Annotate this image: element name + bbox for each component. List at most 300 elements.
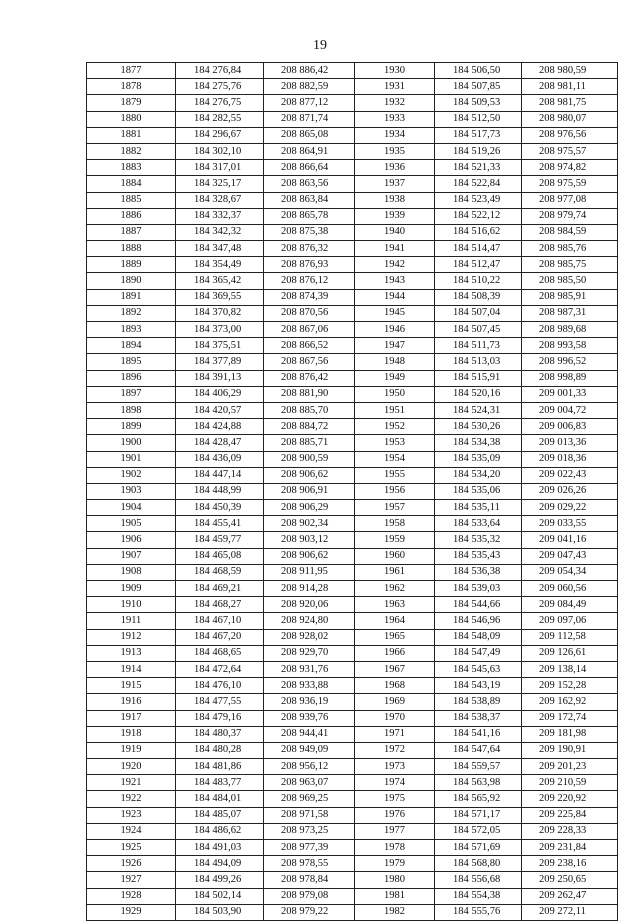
point-number-cell: 1929 bbox=[87, 904, 176, 920]
x-coordinate-cell: 184 535,32 bbox=[435, 532, 522, 548]
y-coordinate-cell: 209 041,16 bbox=[522, 532, 618, 548]
point-number-cell: 1893 bbox=[87, 322, 176, 338]
y-coordinate-cell: 208 885,70 bbox=[264, 402, 355, 418]
table-row bbox=[87, 402, 618, 418]
y-coordinate-cell: 208 980,07 bbox=[522, 111, 618, 127]
table-row bbox=[87, 289, 618, 305]
table-row bbox=[87, 823, 618, 839]
y-coordinate-cell: 208 977,39 bbox=[264, 840, 355, 856]
x-coordinate-cell: 184 516,62 bbox=[435, 224, 522, 240]
y-coordinate-cell: 209 152,28 bbox=[522, 678, 618, 694]
y-coordinate-cell: 208 906,62 bbox=[264, 467, 355, 483]
x-coordinate-cell: 184 485,07 bbox=[176, 807, 264, 823]
point-number-cell: 1903 bbox=[87, 483, 176, 499]
point-number-cell: 1943 bbox=[355, 273, 435, 289]
table-row bbox=[87, 629, 618, 645]
x-coordinate-cell: 184 296,67 bbox=[176, 127, 264, 143]
point-number-cell: 1932 bbox=[355, 95, 435, 111]
point-number-cell: 1914 bbox=[87, 661, 176, 677]
y-coordinate-cell: 208 971,58 bbox=[264, 807, 355, 823]
point-number-cell: 1930 bbox=[355, 63, 435, 79]
point-number-cell: 1974 bbox=[355, 775, 435, 791]
y-coordinate-cell: 209 172,74 bbox=[522, 710, 618, 726]
point-number-cell: 1958 bbox=[355, 516, 435, 532]
x-coordinate-cell: 184 450,39 bbox=[176, 500, 264, 516]
x-coordinate-cell: 184 448,99 bbox=[176, 483, 264, 499]
point-number-cell: 1956 bbox=[355, 483, 435, 499]
point-number-cell: 1939 bbox=[355, 208, 435, 224]
y-coordinate-cell: 208 981,11 bbox=[522, 79, 618, 95]
point-number-cell: 1900 bbox=[87, 435, 176, 451]
x-coordinate-cell: 184 511,73 bbox=[435, 338, 522, 354]
point-number-cell: 1899 bbox=[87, 419, 176, 435]
y-coordinate-cell: 209 006,83 bbox=[522, 419, 618, 435]
y-coordinate-cell: 209 220,92 bbox=[522, 791, 618, 807]
x-coordinate-cell: 184 571,69 bbox=[435, 840, 522, 856]
table-row bbox=[87, 775, 618, 791]
y-coordinate-cell: 208 956,12 bbox=[264, 759, 355, 775]
point-number-cell: 1895 bbox=[87, 354, 176, 370]
x-coordinate-cell: 184 365,42 bbox=[176, 273, 264, 289]
point-number-cell: 1887 bbox=[87, 224, 176, 240]
point-number-cell: 1879 bbox=[87, 95, 176, 111]
point-number-cell: 1967 bbox=[355, 661, 435, 677]
x-coordinate-cell: 184 342,32 bbox=[176, 224, 264, 240]
y-coordinate-cell: 208 903,12 bbox=[264, 532, 355, 548]
table-row bbox=[87, 807, 618, 823]
y-coordinate-cell: 208 949,09 bbox=[264, 742, 355, 758]
x-coordinate-cell: 184 480,28 bbox=[176, 742, 264, 758]
y-coordinate-cell: 208 906,62 bbox=[264, 548, 355, 564]
x-coordinate-cell: 184 538,37 bbox=[435, 710, 522, 726]
y-coordinate-cell: 208 933,88 bbox=[264, 678, 355, 694]
point-number-cell: 1942 bbox=[355, 257, 435, 273]
y-coordinate-cell: 209 201,23 bbox=[522, 759, 618, 775]
table-row bbox=[87, 419, 618, 435]
x-coordinate-cell: 184 507,85 bbox=[435, 79, 522, 95]
x-coordinate-cell: 184 571,17 bbox=[435, 807, 522, 823]
y-coordinate-cell: 209 001,33 bbox=[522, 386, 618, 402]
x-coordinate-cell: 184 568,80 bbox=[435, 856, 522, 872]
table-row bbox=[87, 759, 618, 775]
x-coordinate-cell: 184 512,50 bbox=[435, 111, 522, 127]
point-number-cell: 1973 bbox=[355, 759, 435, 775]
x-coordinate-cell: 184 468,27 bbox=[176, 597, 264, 613]
y-coordinate-cell: 209 210,59 bbox=[522, 775, 618, 791]
x-coordinate-cell: 184 370,82 bbox=[176, 305, 264, 321]
y-coordinate-cell: 208 881,90 bbox=[264, 386, 355, 402]
x-coordinate-cell: 184 534,38 bbox=[435, 435, 522, 451]
x-coordinate-cell: 184 276,75 bbox=[176, 95, 264, 111]
point-number-cell: 1911 bbox=[87, 613, 176, 629]
x-coordinate-cell: 184 369,55 bbox=[176, 289, 264, 305]
point-number-cell: 1961 bbox=[355, 564, 435, 580]
point-number-cell: 1966 bbox=[355, 645, 435, 661]
x-coordinate-cell: 184 467,10 bbox=[176, 613, 264, 629]
y-coordinate-cell: 208 906,29 bbox=[264, 500, 355, 516]
y-coordinate-cell: 208 924,80 bbox=[264, 613, 355, 629]
y-coordinate-cell: 209 126,61 bbox=[522, 645, 618, 661]
point-number-cell: 1948 bbox=[355, 354, 435, 370]
x-coordinate-cell: 184 455,41 bbox=[176, 516, 264, 532]
y-coordinate-cell: 208 876,93 bbox=[264, 257, 355, 273]
x-coordinate-cell: 184 354,49 bbox=[176, 257, 264, 273]
y-coordinate-cell: 209 181,98 bbox=[522, 726, 618, 742]
x-coordinate-cell: 184 479,16 bbox=[176, 710, 264, 726]
y-coordinate-cell: 209 262,47 bbox=[522, 888, 618, 904]
table-row bbox=[87, 322, 618, 338]
y-coordinate-cell: 208 914,28 bbox=[264, 581, 355, 597]
y-coordinate-cell: 209 225,84 bbox=[522, 807, 618, 823]
x-coordinate-cell: 184 563,98 bbox=[435, 775, 522, 791]
y-coordinate-cell: 208 886,42 bbox=[264, 63, 355, 79]
point-number-cell: 1909 bbox=[87, 581, 176, 597]
point-number-cell: 1898 bbox=[87, 402, 176, 418]
point-number-cell: 1977 bbox=[355, 823, 435, 839]
x-coordinate-cell: 184 276,84 bbox=[176, 63, 264, 79]
point-number-cell: 1953 bbox=[355, 435, 435, 451]
table-row bbox=[87, 338, 618, 354]
table-row bbox=[87, 483, 618, 499]
point-number-cell: 1955 bbox=[355, 467, 435, 483]
y-coordinate-cell: 209 029,22 bbox=[522, 500, 618, 516]
x-coordinate-cell: 184 522,84 bbox=[435, 176, 522, 192]
point-number-cell: 1891 bbox=[87, 289, 176, 305]
point-number-cell: 1971 bbox=[355, 726, 435, 742]
x-coordinate-cell: 184 524,31 bbox=[435, 402, 522, 418]
y-coordinate-cell: 208 979,74 bbox=[522, 208, 618, 224]
table-row bbox=[87, 160, 618, 176]
x-coordinate-cell: 184 302,10 bbox=[176, 143, 264, 159]
point-number-cell: 1902 bbox=[87, 467, 176, 483]
x-coordinate-cell: 184 541,16 bbox=[435, 726, 522, 742]
y-coordinate-cell: 208 989,68 bbox=[522, 322, 618, 338]
x-coordinate-cell: 184 484,01 bbox=[176, 791, 264, 807]
point-number-cell: 1937 bbox=[355, 176, 435, 192]
point-number-cell: 1921 bbox=[87, 775, 176, 791]
y-coordinate-cell: 209 112,58 bbox=[522, 629, 618, 645]
point-number-cell: 1918 bbox=[87, 726, 176, 742]
point-number-cell: 1882 bbox=[87, 143, 176, 159]
point-number-cell: 1907 bbox=[87, 548, 176, 564]
x-coordinate-cell: 184 332,37 bbox=[176, 208, 264, 224]
point-number-cell: 1970 bbox=[355, 710, 435, 726]
x-coordinate-cell: 184 468,65 bbox=[176, 645, 264, 661]
point-number-cell: 1885 bbox=[87, 192, 176, 208]
point-number-cell: 1959 bbox=[355, 532, 435, 548]
point-number-cell: 1960 bbox=[355, 548, 435, 564]
point-number-cell: 1931 bbox=[355, 79, 435, 95]
x-coordinate-cell: 184 507,45 bbox=[435, 322, 522, 338]
x-coordinate-cell: 184 373,00 bbox=[176, 322, 264, 338]
point-number-cell: 1940 bbox=[355, 224, 435, 240]
y-coordinate-cell: 208 931,76 bbox=[264, 661, 355, 677]
point-number-cell: 1923 bbox=[87, 807, 176, 823]
point-number-cell: 1941 bbox=[355, 241, 435, 257]
x-coordinate-cell: 184 480,37 bbox=[176, 726, 264, 742]
y-coordinate-cell: 208 975,57 bbox=[522, 143, 618, 159]
table-row bbox=[87, 661, 618, 677]
table-row bbox=[87, 305, 618, 321]
y-coordinate-cell: 208 996,52 bbox=[522, 354, 618, 370]
table-row bbox=[87, 192, 618, 208]
x-coordinate-cell: 184 491,03 bbox=[176, 840, 264, 856]
x-coordinate-cell: 184 539,03 bbox=[435, 581, 522, 597]
y-coordinate-cell: 208 985,75 bbox=[522, 257, 618, 273]
y-coordinate-cell: 208 871,74 bbox=[264, 111, 355, 127]
point-number-cell: 1910 bbox=[87, 597, 176, 613]
y-coordinate-cell: 208 993,58 bbox=[522, 338, 618, 354]
x-coordinate-cell: 184 476,10 bbox=[176, 678, 264, 694]
y-coordinate-cell: 209 026,26 bbox=[522, 483, 618, 499]
y-coordinate-cell: 208 865,08 bbox=[264, 127, 355, 143]
point-number-cell: 1935 bbox=[355, 143, 435, 159]
point-number-cell: 1951 bbox=[355, 402, 435, 418]
y-coordinate-cell: 208 998,89 bbox=[522, 370, 618, 386]
y-coordinate-cell: 208 875,38 bbox=[264, 224, 355, 240]
y-coordinate-cell: 208 911,95 bbox=[264, 564, 355, 580]
point-number-cell: 1892 bbox=[87, 305, 176, 321]
y-coordinate-cell: 209 018,36 bbox=[522, 451, 618, 467]
point-number-cell: 1936 bbox=[355, 160, 435, 176]
point-number-cell: 1975 bbox=[355, 791, 435, 807]
y-coordinate-cell: 208 882,59 bbox=[264, 79, 355, 95]
x-coordinate-cell: 184 543,19 bbox=[435, 678, 522, 694]
x-coordinate-cell: 184 481,86 bbox=[176, 759, 264, 775]
y-coordinate-cell: 208 987,31 bbox=[522, 305, 618, 321]
x-coordinate-cell: 184 522,12 bbox=[435, 208, 522, 224]
x-coordinate-cell: 184 282,55 bbox=[176, 111, 264, 127]
table-row bbox=[87, 548, 618, 564]
point-number-cell: 1965 bbox=[355, 629, 435, 645]
table-row bbox=[87, 500, 618, 516]
point-number-cell: 1968 bbox=[355, 678, 435, 694]
x-coordinate-cell: 184 547,49 bbox=[435, 645, 522, 661]
point-number-cell: 1889 bbox=[87, 257, 176, 273]
table-row bbox=[87, 581, 618, 597]
x-coordinate-cell: 184 508,39 bbox=[435, 289, 522, 305]
x-coordinate-cell: 184 533,64 bbox=[435, 516, 522, 532]
x-coordinate-cell: 184 535,11 bbox=[435, 500, 522, 516]
x-coordinate-cell: 184 477,55 bbox=[176, 694, 264, 710]
y-coordinate-cell: 209 138,14 bbox=[522, 661, 618, 677]
table-row bbox=[87, 710, 618, 726]
point-number-cell: 1947 bbox=[355, 338, 435, 354]
table-row bbox=[87, 742, 618, 758]
y-coordinate-cell: 208 944,41 bbox=[264, 726, 355, 742]
y-coordinate-cell: 208 885,71 bbox=[264, 435, 355, 451]
point-number-cell: 1894 bbox=[87, 338, 176, 354]
point-number-cell: 1982 bbox=[355, 904, 435, 920]
x-coordinate-cell: 184 420,57 bbox=[176, 402, 264, 418]
y-coordinate-cell: 208 985,91 bbox=[522, 289, 618, 305]
x-coordinate-cell: 184 535,06 bbox=[435, 483, 522, 499]
point-number-cell: 1925 bbox=[87, 840, 176, 856]
point-number-cell: 1901 bbox=[87, 451, 176, 467]
x-coordinate-cell: 184 555,76 bbox=[435, 904, 522, 920]
x-coordinate-cell: 184 514,47 bbox=[435, 241, 522, 257]
x-coordinate-cell: 184 375,51 bbox=[176, 338, 264, 354]
y-coordinate-cell: 208 865,78 bbox=[264, 208, 355, 224]
point-number-cell: 1913 bbox=[87, 645, 176, 661]
point-number-cell: 1884 bbox=[87, 176, 176, 192]
point-number-cell: 1938 bbox=[355, 192, 435, 208]
x-coordinate-cell: 184 468,59 bbox=[176, 564, 264, 580]
x-coordinate-cell: 184 559,57 bbox=[435, 759, 522, 775]
table-row bbox=[87, 79, 618, 95]
table-row bbox=[87, 386, 618, 402]
point-number-cell: 1954 bbox=[355, 451, 435, 467]
point-number-cell: 1896 bbox=[87, 370, 176, 386]
point-number-cell: 1920 bbox=[87, 759, 176, 775]
y-coordinate-cell: 208 963,07 bbox=[264, 775, 355, 791]
table-row bbox=[87, 143, 618, 159]
x-coordinate-cell: 184 521,33 bbox=[435, 160, 522, 176]
y-coordinate-cell: 208 985,50 bbox=[522, 273, 618, 289]
y-coordinate-cell: 208 981,75 bbox=[522, 95, 618, 111]
y-coordinate-cell: 209 054,34 bbox=[522, 564, 618, 580]
y-coordinate-cell: 209 022,43 bbox=[522, 467, 618, 483]
y-coordinate-cell: 208 863,56 bbox=[264, 176, 355, 192]
y-coordinate-cell: 209 097,06 bbox=[522, 613, 618, 629]
x-coordinate-cell: 184 486,62 bbox=[176, 823, 264, 839]
point-number-cell: 1888 bbox=[87, 241, 176, 257]
y-coordinate-cell: 209 190,91 bbox=[522, 742, 618, 758]
table-row bbox=[87, 872, 618, 888]
point-number-cell: 1878 bbox=[87, 79, 176, 95]
point-number-cell: 1906 bbox=[87, 532, 176, 548]
x-coordinate-cell: 184 502,14 bbox=[176, 888, 264, 904]
x-coordinate-cell: 184 428,47 bbox=[176, 435, 264, 451]
x-coordinate-cell: 184 406,29 bbox=[176, 386, 264, 402]
x-coordinate-cell: 184 513,03 bbox=[435, 354, 522, 370]
point-number-cell: 1926 bbox=[87, 856, 176, 872]
y-coordinate-cell: 208 864,91 bbox=[264, 143, 355, 159]
table-row bbox=[87, 856, 618, 872]
table-row bbox=[87, 354, 618, 370]
y-coordinate-cell: 208 976,56 bbox=[522, 127, 618, 143]
y-coordinate-cell: 208 920,06 bbox=[264, 597, 355, 613]
point-number-cell: 1916 bbox=[87, 694, 176, 710]
y-coordinate-cell: 209 084,49 bbox=[522, 597, 618, 613]
x-coordinate-cell: 184 572,05 bbox=[435, 823, 522, 839]
point-number-cell: 1880 bbox=[87, 111, 176, 127]
y-coordinate-cell: 208 900,59 bbox=[264, 451, 355, 467]
y-coordinate-cell: 208 884,72 bbox=[264, 419, 355, 435]
point-number-cell: 1877 bbox=[87, 63, 176, 79]
table-row bbox=[87, 95, 618, 111]
x-coordinate-cell: 184 536,38 bbox=[435, 564, 522, 580]
table-row bbox=[87, 694, 618, 710]
y-coordinate-cell: 208 902,34 bbox=[264, 516, 355, 532]
table-row bbox=[87, 597, 618, 613]
table-row bbox=[87, 63, 618, 79]
x-coordinate-cell: 184 347,48 bbox=[176, 241, 264, 257]
x-coordinate-cell: 184 467,20 bbox=[176, 629, 264, 645]
point-number-cell: 1934 bbox=[355, 127, 435, 143]
table-row bbox=[87, 241, 618, 257]
y-coordinate-cell: 208 979,22 bbox=[264, 904, 355, 920]
table-row bbox=[87, 613, 618, 629]
point-number-cell: 1919 bbox=[87, 742, 176, 758]
y-coordinate-cell: 208 877,12 bbox=[264, 95, 355, 111]
x-coordinate-cell: 184 465,08 bbox=[176, 548, 264, 564]
table-row bbox=[87, 840, 618, 856]
point-number-cell: 1946 bbox=[355, 322, 435, 338]
table-row bbox=[87, 645, 618, 661]
table-row bbox=[87, 176, 618, 192]
point-number-cell: 1881 bbox=[87, 127, 176, 143]
table-row bbox=[87, 678, 618, 694]
table-row bbox=[87, 257, 618, 273]
y-coordinate-cell: 208 874,39 bbox=[264, 289, 355, 305]
x-coordinate-cell: 184 515,91 bbox=[435, 370, 522, 386]
x-coordinate-cell: 184 472,64 bbox=[176, 661, 264, 677]
point-number-cell: 1981 bbox=[355, 888, 435, 904]
x-coordinate-cell: 184 506,50 bbox=[435, 63, 522, 79]
x-coordinate-cell: 184 436,09 bbox=[176, 451, 264, 467]
x-coordinate-cell: 184 548,09 bbox=[435, 629, 522, 645]
x-coordinate-cell: 184 503,90 bbox=[176, 904, 264, 920]
x-coordinate-cell: 184 517,73 bbox=[435, 127, 522, 143]
y-coordinate-cell: 208 978,84 bbox=[264, 872, 355, 888]
table-row bbox=[87, 451, 618, 467]
x-coordinate-cell: 184 391,13 bbox=[176, 370, 264, 386]
y-coordinate-cell: 208 867,56 bbox=[264, 354, 355, 370]
table-row bbox=[87, 516, 618, 532]
y-coordinate-cell: 208 866,52 bbox=[264, 338, 355, 354]
y-coordinate-cell: 208 969,25 bbox=[264, 791, 355, 807]
x-coordinate-cell: 184 459,77 bbox=[176, 532, 264, 548]
x-coordinate-cell: 184 509,53 bbox=[435, 95, 522, 111]
y-coordinate-cell: 209 047,43 bbox=[522, 548, 618, 564]
point-number-cell: 1976 bbox=[355, 807, 435, 823]
point-number-cell: 1952 bbox=[355, 419, 435, 435]
point-number-cell: 1978 bbox=[355, 840, 435, 856]
point-number-cell: 1886 bbox=[87, 208, 176, 224]
table-row bbox=[87, 127, 618, 143]
y-coordinate-cell: 208 984,59 bbox=[522, 224, 618, 240]
table-row bbox=[87, 888, 618, 904]
y-coordinate-cell: 208 876,32 bbox=[264, 241, 355, 257]
point-number-cell: 1957 bbox=[355, 500, 435, 516]
point-number-cell: 1944 bbox=[355, 289, 435, 305]
page-number: 19 bbox=[313, 38, 327, 53]
y-coordinate-cell: 208 977,08 bbox=[522, 192, 618, 208]
y-coordinate-cell: 208 906,91 bbox=[264, 483, 355, 499]
y-coordinate-cell: 208 978,55 bbox=[264, 856, 355, 872]
y-coordinate-cell: 208 979,08 bbox=[264, 888, 355, 904]
y-coordinate-cell: 208 939,76 bbox=[264, 710, 355, 726]
table-row bbox=[87, 791, 618, 807]
x-coordinate-cell: 184 547,64 bbox=[435, 742, 522, 758]
x-coordinate-cell: 184 535,09 bbox=[435, 451, 522, 467]
point-number-cell: 1908 bbox=[87, 564, 176, 580]
x-coordinate-cell: 184 535,43 bbox=[435, 548, 522, 564]
table-row bbox=[87, 467, 618, 483]
coordinates-table bbox=[86, 62, 618, 921]
table-row bbox=[87, 208, 618, 224]
point-number-cell: 1945 bbox=[355, 305, 435, 321]
x-coordinate-cell: 184 507,04 bbox=[435, 305, 522, 321]
table-row bbox=[87, 904, 618, 920]
coordinates-table-body bbox=[87, 63, 618, 921]
y-coordinate-cell: 209 004,72 bbox=[522, 402, 618, 418]
x-coordinate-cell: 184 447,14 bbox=[176, 467, 264, 483]
point-number-cell: 1897 bbox=[87, 386, 176, 402]
x-coordinate-cell: 184 510,22 bbox=[435, 273, 522, 289]
point-number-cell: 1933 bbox=[355, 111, 435, 127]
